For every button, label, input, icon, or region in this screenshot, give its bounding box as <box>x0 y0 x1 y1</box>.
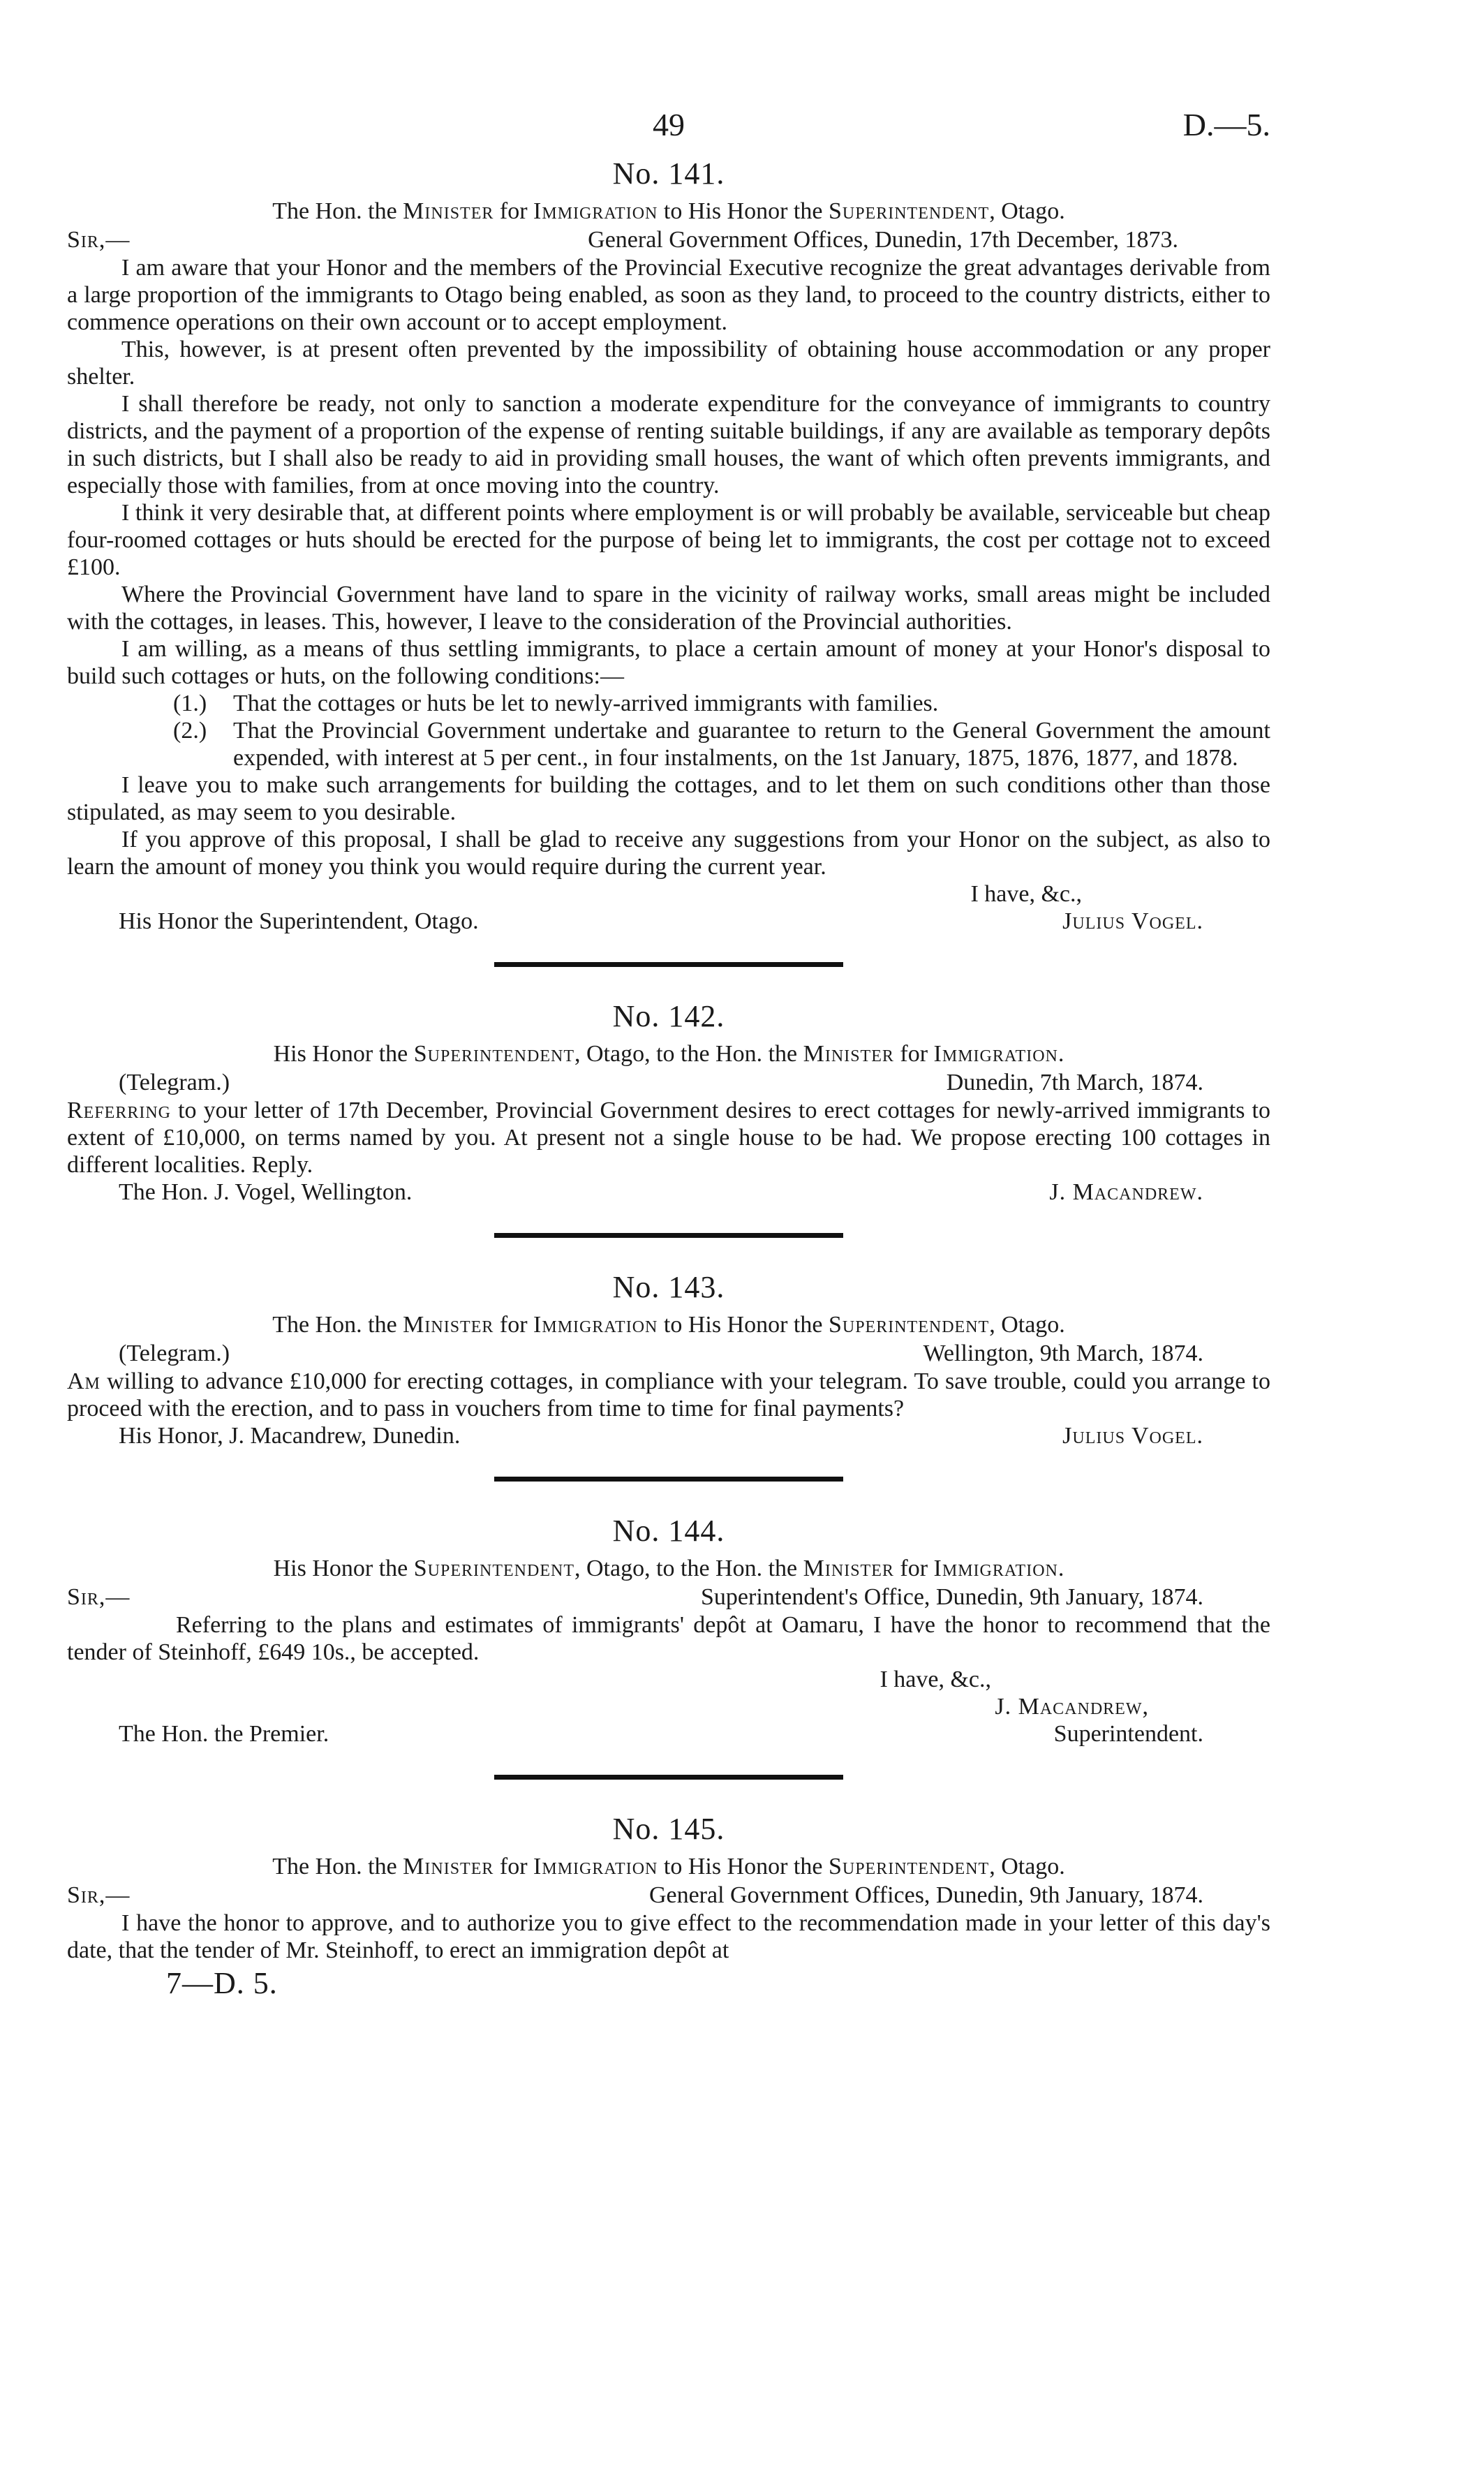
place-date: Wellington, 9th March, 1874. <box>923 1340 1203 1366</box>
letter-number: No. 141. <box>612 156 725 191</box>
signature: Julius Vogel. <box>1062 908 1203 934</box>
closing: I have, &c., <box>970 881 1082 907</box>
paragraph: Referring to the plans and estimates of immigrants' depôt at Oamaru, I have the honor to recommend that the tender of Steinhoff, £649 10s., be accepted. <box>67 1612 1270 1665</box>
letter-route: The Hon. the Minister for Immigration to His Honor the Superintendent, Otago. <box>272 1854 1065 1879</box>
paragraph: I am aware that your Honor and the members of the Provincial Executive recognize the great advantages derivable from a large proportion of the immigrants to Otago being enabled, as soon as they land, to proceed to the country districts, either to commence operations on their own account or to accept employment. <box>67 255 1270 335</box>
salutation: Sir,— <box>67 1584 131 1610</box>
section-divider <box>494 1775 843 1780</box>
paragraph: This, however, is at present often prevented by the impossibility of obtaining house accommodation or any proper shelter. <box>67 337 1270 390</box>
telegram-type: (Telegram.) <box>119 1070 230 1095</box>
signature-line <box>67 1720 1270 1748</box>
place-date: General Government Offices, Dunedin, 9th January, 1874. <box>648 1882 1203 1908</box>
addressee: His Honor, J. Macandrew, Dunedin. <box>119 1423 461 1449</box>
paragraph: Am willing to advance £10,000 for erecting cottages, in compliance with your telegram. To save trouble, could you arrange to proceed with the erection, and to pass in vouchers from time to time for final payments? <box>67 1368 1270 1421</box>
series-label: D.—5. <box>1182 107 1270 142</box>
letter-route: The Hon. the Minister for Immigration to His Honor the Superintendent, Otago. <box>272 198 1065 224</box>
closing: I have, &c., <box>880 1667 991 1692</box>
addressee: His Honor the Superintendent, Otago. <box>119 908 479 934</box>
paragraph: I am willing, as a means of thus settling immigrants, to place a certain amount of money at your Honor's disposal to build such cottages or huts, on the following conditions:— <box>67 636 1270 689</box>
signature: J. Macandrew, <box>995 1694 1149 1720</box>
addressee: The Hon. J. Vogel, Wellington. <box>119 1179 413 1205</box>
condition-item: (2.) That the Provincial Government undertake and guarantee to return to the General Government the amount expended, with interest at 5 per cent., in four instalments, on the 1st January, 1875, 1876, 1877, and 1878. <box>173 718 1270 771</box>
letter-route: His Honor the Superintendent, Otago, to the Hon. the Minister for Immigration. <box>273 1556 1064 1581</box>
letter-142 <box>67 996 1270 1206</box>
place-date: General Government Offices, Dunedin, 17th December, 1873. <box>588 227 1178 253</box>
letter-number: No. 144. <box>612 1514 725 1548</box>
place-date: Dunedin, 7th March, 1874. <box>946 1070 1203 1095</box>
salutation: Sir,— <box>67 1882 131 1908</box>
letter-144 <box>67 1511 1270 1748</box>
signature-mark: 7—D. 5. <box>166 1966 278 2000</box>
page-number: 49 <box>653 107 685 142</box>
telegram-line <box>67 1069 1270 1097</box>
paragraph: I think it very desirable that, at different points where employment is or will probably be available, serviceable but cheap four-roomed cottages or huts should be erected for the purpose of being let to immigrants, the cost per cottage not to exceed £100. <box>67 500 1270 580</box>
salutation-line <box>67 1583 1270 1611</box>
letter-route: The Hon. the Minister for Immigration to His Honor the Superintendent, Otago. <box>272 1312 1065 1338</box>
paragraph: I have the honor to approve, and to authorize you to give effect to the recommendation made in your letter of this day's date, that the tender of Mr. Steinhoff, to erect an immigration depôt at <box>67 1910 1270 1963</box>
signature-title: Superintendent. <box>1053 1721 1203 1747</box>
paragraph: If you approve of this proposal, I shall be glad to receive any suggestions from your Honor on the subject, as also to learn the amount of money you think you would require during the current year. <box>67 827 1270 880</box>
place-date: Superintendent's Office, Dunedin, 9th January, 1874. <box>701 1584 1203 1610</box>
telegram-line <box>67 1340 1270 1368</box>
page-header <box>67 98 1270 154</box>
letter-number: No. 142. <box>612 999 725 1033</box>
letter-145 <box>67 1809 1270 1964</box>
addressee: The Hon. the Premier. <box>119 1721 329 1747</box>
letter-141 <box>67 154 1270 936</box>
salutation-line <box>67 1882 1270 1909</box>
signature-line <box>67 1179 1270 1206</box>
paragraph: Referring to your letter of 17th December, Provincial Government desires to erect cottages for newly-arrived immigrants to extent of £10,000, on terms named by you. At present not a single house to be had. We propose erecting 100 cottages in different localities. Reply. <box>67 1098 1270 1178</box>
paragraph: I shall therefore be ready, not only to sanction a moderate expenditure for the conveyance of immigrants to country districts, and the payment of a proportion of the expense of renting suitable buildings, if any are available as temporary depôts in such districts, but I shall also be ready to aid in providing small houses, the want of which often prevents immigrants, and especially those with families, from at once moving into the country. <box>67 391 1270 498</box>
signature-line <box>67 1422 1270 1450</box>
document-page <box>67 98 1270 2001</box>
salutation-line <box>67 226 1270 254</box>
salutation: Sir,— <box>67 227 131 253</box>
letter-number: No. 145. <box>612 1812 725 1846</box>
section-divider <box>494 962 843 967</box>
letter-number: No. 143. <box>612 1270 725 1304</box>
letter-route: His Honor the Superintendent, Otago, to the Hon. the Minister for Immigration. <box>273 1041 1064 1067</box>
signature: J. Macandrew. <box>1049 1179 1203 1205</box>
letter-143 <box>67 1267 1270 1450</box>
paragraph: Where the Provincial Government have land to spare in the vicinity of railway works, small areas might be included with the cottages, in leases. This, however, I leave to the consideration of the Provincial authorities. <box>67 582 1270 635</box>
telegram-type: (Telegram.) <box>119 1340 230 1366</box>
section-divider <box>494 1477 843 1482</box>
section-divider <box>494 1233 843 1238</box>
paragraph: I leave you to make such arrangements for building the cottages, and to let them on such conditions other than those stipulated, as may seem to you desirable. <box>67 772 1270 825</box>
signature-line <box>67 908 1270 936</box>
condition-item: (1.) That the cottages or huts be let to newly-arrived immigrants with families. <box>173 690 939 716</box>
signature: Julius Vogel. <box>1062 1423 1203 1449</box>
